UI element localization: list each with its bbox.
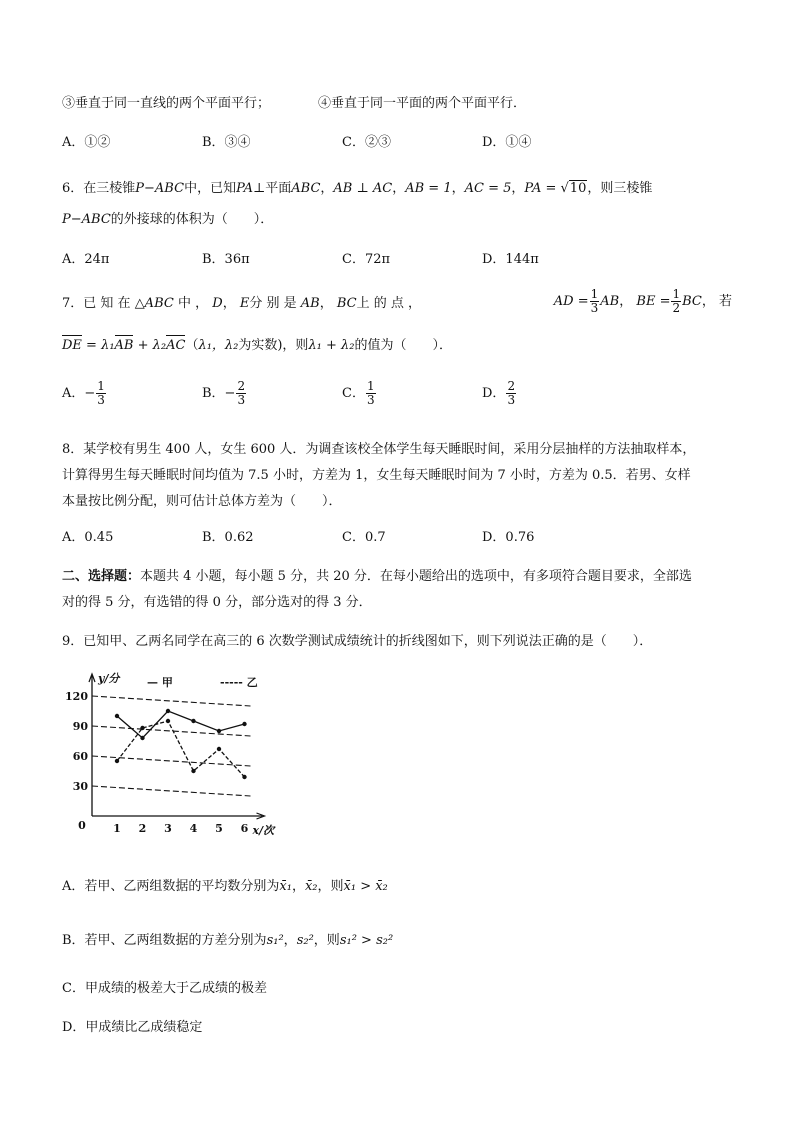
q8-stem-line2: 计算得男生每天睡眠时间均值为 7.5 小时，方差为 1，女生每天睡眠时间为 7 小时，方差为 0.5．若男、女样 (62, 468, 691, 483)
q5-option-b[interactable]: B．③④ (202, 135, 251, 150)
guide-line (92, 696, 251, 706)
x-tick-label: 1 (113, 822, 121, 835)
data-point-jia (191, 719, 195, 723)
q8-option-c[interactable]: C．0.7 (342, 530, 386, 545)
statement-3: ③垂直于同一直线的两个平面平行； (62, 96, 271, 111)
y-tick-label: 90 (72, 720, 88, 733)
section2-line2: 对的得 5 分，有选错的得 0 分，部分选对的得 3 分． (62, 595, 372, 610)
q6-option-b[interactable]: B．36π (202, 252, 250, 267)
data-point-jia (242, 722, 246, 726)
data-point-jia (166, 709, 170, 713)
data-point-yi (217, 747, 221, 751)
legend-item-yi: ----- 乙 (220, 676, 258, 689)
section2-title: 二、选择题： (62, 569, 141, 584)
q6-option-a[interactable]: A．24π (62, 252, 110, 267)
data-point-jia (140, 736, 144, 740)
data-point-yi (166, 719, 170, 723)
q6-stem-line2: P−ABC的外接球的体积为（ ）． (62, 212, 274, 227)
q5-option-d[interactable]: D．①④ (482, 135, 532, 150)
q9-option-d[interactable]: D．甲成绩比乙成绩稳定 (62, 1020, 203, 1035)
q8-stem-line1: 8．某学校有男生 400 人，女生 600 人．为调查该校全体学生每天睡眠时间，采用分层抽样的方法抽取样本， (62, 442, 696, 457)
data-point-yi (191, 769, 195, 773)
x-tick-label: 6 (240, 822, 249, 835)
q8-option-d[interactable]: D．0.76 (482, 530, 535, 545)
data-point-yi (115, 759, 119, 763)
q7-option-c[interactable]: C． $\frac{1}{3}$ (342, 379, 375, 407)
x-tick-label: 4 (189, 822, 198, 835)
q9-line-chart (62, 668, 302, 846)
q5-option-c[interactable]: C．②③ (342, 135, 391, 150)
fraction-one-half: $\frac{1}{2}$ (672, 287, 681, 315)
fraction-one-third: $\frac{1}{3}$ (590, 287, 599, 315)
series-line-jia (117, 711, 245, 738)
guide-line (92, 786, 251, 796)
data-point-jia (217, 729, 221, 733)
y-tick-label: 60 (72, 750, 88, 763)
q9-option-b[interactable]: B．若甲、乙两组数据的方差分别为s₁²，s₂²，则s₁² > s₂² (62, 933, 394, 948)
q6-option-d[interactable]: D．144π (482, 252, 539, 267)
q9-option-a[interactable]: A．若甲、乙两组数据的平均数分别为x̄₁，x̄₂，则x̄₁ > x̄₂ (62, 879, 388, 894)
q7-option-b[interactable]: B．− $\frac{2}{3}$ (202, 379, 246, 407)
q7-stem-line1: 7．已 知 在 △ABC 中 ， D， E分 别 是 AB， BC上 的 点 ， AD = $\frac{1}{3}$ AB， BE = $\frac{1}{2}$ BC， 若 (62, 287, 732, 315)
q8-stem-line3: 本量按比例分配，则可估计总体方差为（ ）． (62, 494, 342, 509)
x-tick-label: 3 (164, 822, 172, 835)
q5-option-a[interactable]: A．①② (62, 135, 111, 150)
origin-label: 0 (78, 819, 86, 832)
q7-stem-line2: DE = λ₁AB + λ₂AC（λ₁，λ₂为实数)，则λ₁ + λ₂的值为（ ）． (62, 338, 453, 353)
legend-item-jia: — 甲 (147, 676, 173, 689)
x-tick-label: 2 (138, 822, 147, 835)
q8-option-a[interactable]: A．0.45 (62, 530, 114, 545)
y-tick-label: 120 (65, 690, 88, 703)
y-tick-label: 30 (72, 780, 88, 793)
data-point-jia (115, 714, 119, 718)
q9-stem: 9．已知甲、乙两名同学在高三的 6 次数学测试成绩统计的折线图如下，则下列说法正确的是（ ）． (62, 634, 653, 649)
section2-line1: 二、选择题：本题共 4 小题，每小题 5 分，共 20 分．在每小题给出的选项中，有多项符合题目要求，全部选 (62, 569, 692, 584)
q6-stem-line1: 6．在三棱锥P−ABC中，已知PA⊥平面ABC，AB ⊥ AC，AB = 1，AC = 5，PA = √10，则三棱锥 (62, 181, 653, 196)
q7-option-d[interactable]: D． $\frac{2}{3}$ (482, 379, 516, 407)
data-point-yi (242, 775, 246, 779)
q9-option-c[interactable]: C．甲成绩的极差大于乙成绩的极差 (62, 981, 267, 996)
x-axis-label: x/次 (252, 824, 275, 837)
q7-option-a[interactable]: A．− $\frac{1}{3}$ (62, 379, 105, 407)
data-point-yi (140, 726, 144, 730)
x-tick-label: 5 (215, 822, 223, 835)
q8-option-b[interactable]: B．0.62 (202, 530, 254, 545)
q6-option-c[interactable]: C．72π (342, 252, 391, 267)
y-axis-label: y/分 (98, 672, 120, 685)
statement-4: ④垂直于同一平面的两个平面平行． (318, 96, 527, 111)
